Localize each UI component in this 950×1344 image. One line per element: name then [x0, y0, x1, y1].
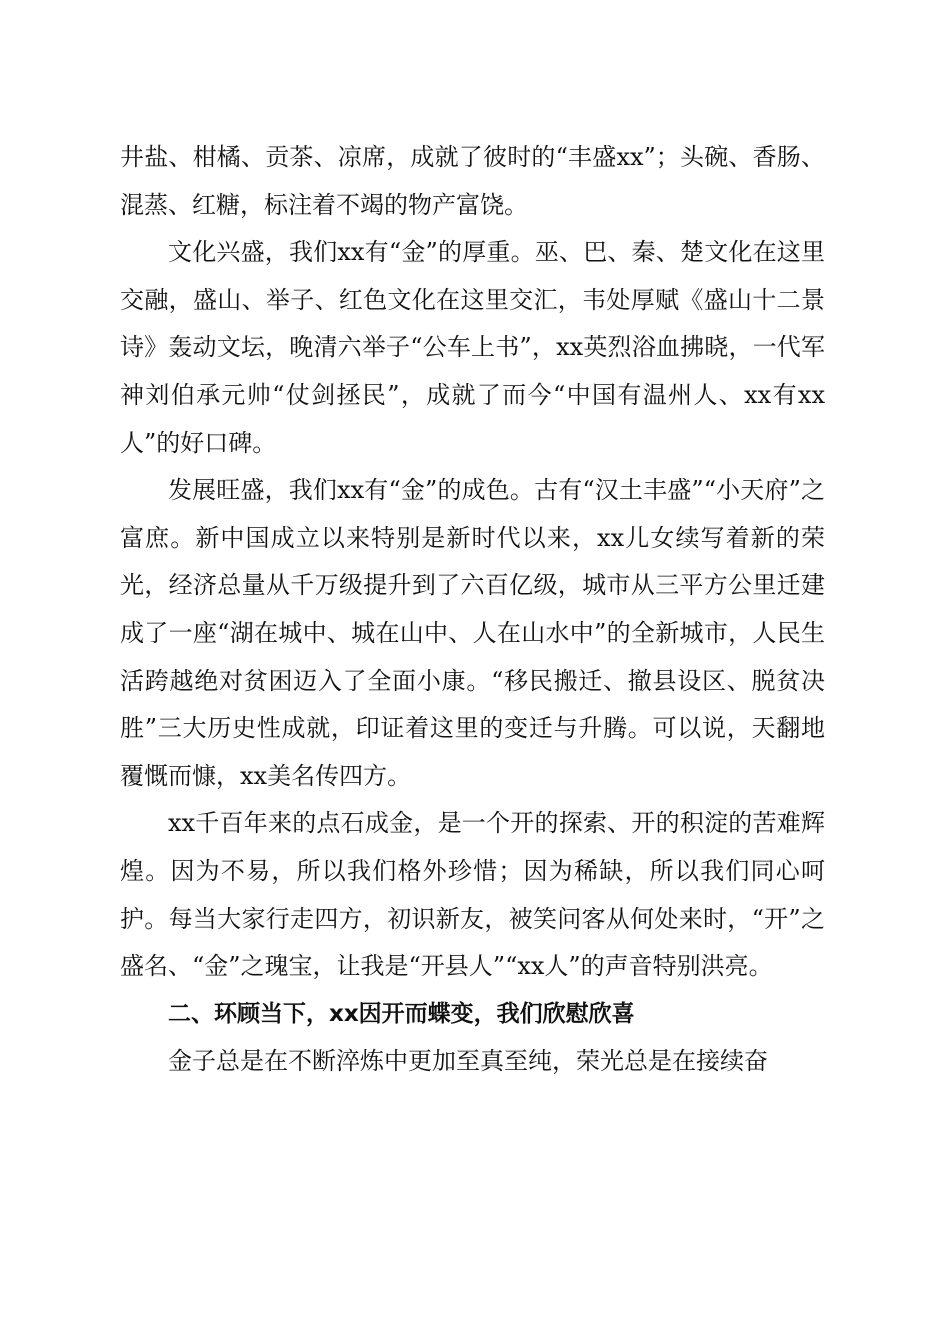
document-body: [120, 134, 825, 1086]
paragraph-section-2-intro: 金子总是在不断淬炼中更加至真至纯，荣光总是在接续奋: [168, 1047, 768, 1076]
paragraph-history-summary: xx千百年来的点石成金，是一个开的探索、开的积淀的苦难辉煌。因为不易，所以我们格外珍惜；因为稀缺，所以我们同心呵护。每当大家行走四方，初识新友，被笑问客从何处来时，“开”之盛名、“金”之瑰宝，让我是“开县人”“xx人”的声音特别洪亮。: [120, 809, 825, 981]
paragraph-culture: 文化兴盛，我们xx有“金”的厚重。巫、巴、秦、楚文化在这里交融，盛山、举子、红色文化在这里交汇，韦处厚赋《盛山十二景诗》轰动文坛，晚清六举子“公车上书”，xx英烈浴血拂晓，一代军神刘伯承元帅“仗剑拯民”，成就了而今“中国有温州人、xx有xx人”的好口碑。: [120, 238, 825, 457]
section-heading-2: 二、环顾当下，xx因开而蝶变，我们欣慰欣喜: [168, 1000, 635, 1027]
paragraph-development: 发展旺盛，我们xx有“金”的成色。古有“汉土丰盛”“小天府”之富庶。新中国成立以来特别是新时代以来，xx儿女续写着新的荣光，经济总量从千万级提升到了六百亿级，城市从三平方公里迁建成了一座“湖在城中、城在山中、人在山水中”的全新城市，人民生活跨越绝对贫困迈入了全面小康。“移民搬迁、撤县设区、脱贫决胜”三大历史性成就，印证着这里的变迁与升腾。可以说，天翻地覆慨而慷，xx美名传四方。: [120, 476, 825, 790]
paragraph-continuation: 井盐、柑橘、贡茶、凉席，成就了彼时的“丰盛xx”；头碗、香肠、混蒸、红糖，标注着不竭的物产富饶。: [120, 143, 825, 219]
